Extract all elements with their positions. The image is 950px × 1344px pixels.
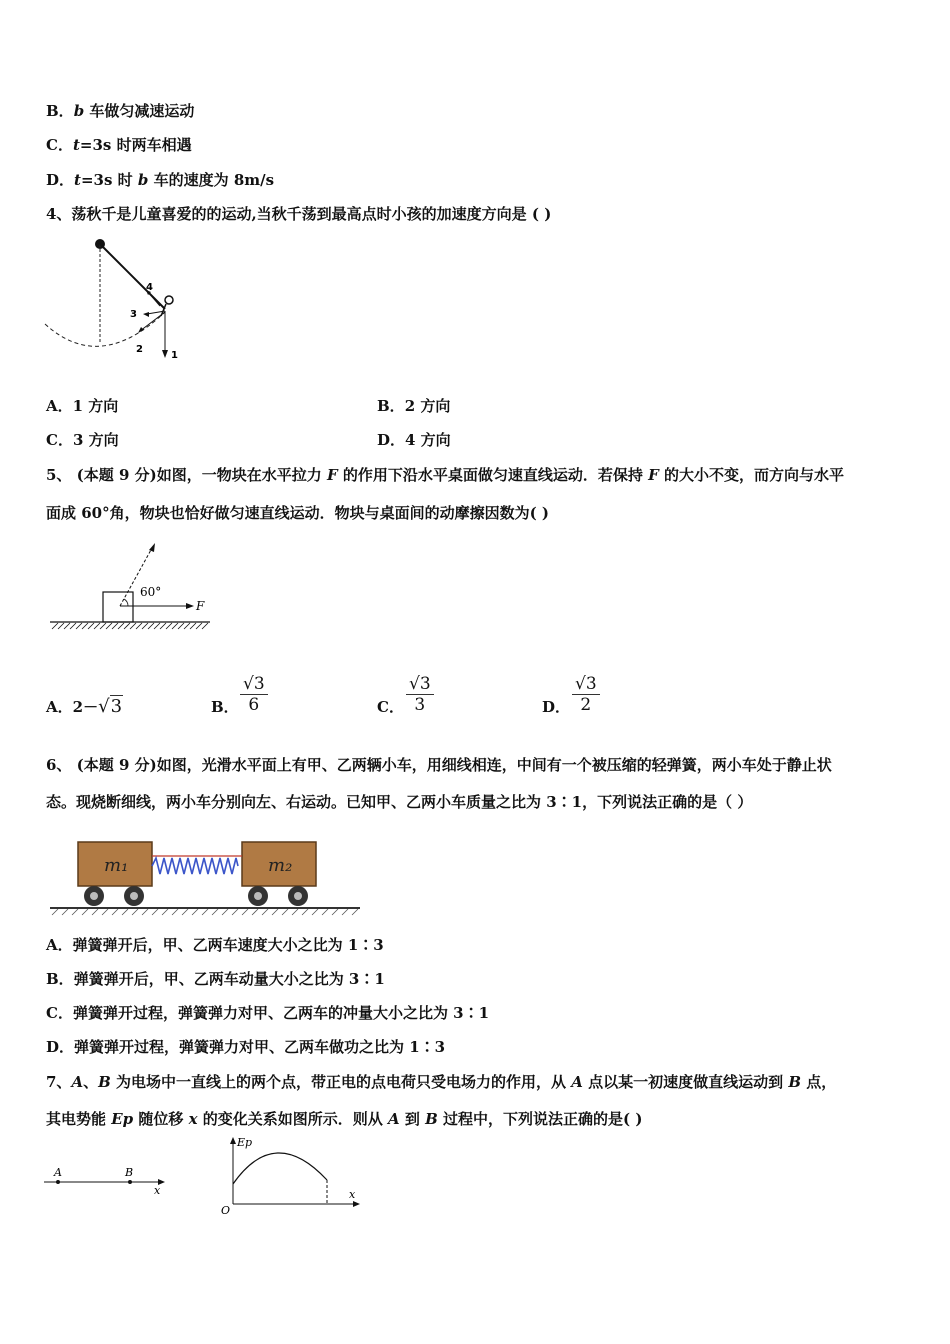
q5-option-b-fraction: $\frac{√3}{6}$ [240,674,268,715]
q6-option-a: A．弹簧弹开后，甲、乙两车速度大小之比为 1∶3 [46,936,384,954]
q4-option-d: D．4 方向 [377,431,451,449]
q4-option-b: B．2 方向 [377,397,451,415]
force-label: F [196,599,205,613]
q4-option-c: C．3 方向 [46,431,119,449]
q6-stem-line2: 态。现烧断细线，两小车分别向左、右运动。已知甲、乙两小车质量之比为 3∶1，下列说法正确的是（ ） [46,793,753,811]
q6-option-c: C．弹簧弹开过程，弹簧弹力对甲、乙两车的冲量大小之比为 3∶1 [46,1004,490,1022]
x-axis-label-left: x [154,1184,161,1197]
q4-stem: 4、荡秋千是儿童喜爱的的运动,当秋千荡到最高点时小孩的加速度方向是 ( ) [46,205,552,223]
q6-option-d: D．弹簧弹开过程，弹簧弹力对甲、乙两车做功之比为 1∶3 [46,1038,446,1056]
carts-spring-figure [46,834,366,922]
swing-label-2: 2 [136,344,143,355]
sqrt-expression: √3 [98,696,123,717]
block-force-figure [48,540,218,635]
q3-option-d: D．t=3s 时 b 车的速度为 8m/s [46,171,275,189]
cart2-label: m₂ [268,855,293,876]
q6-option-b: B．弹簧弹开后，甲、乙两车动量大小之比为 3∶1 [46,970,385,988]
q3-option-c: C．t=3s 时两车相遇 [46,136,192,154]
q5-option-a: A．2－√3 [46,696,123,717]
q5-option-c-fraction: $\frac{√3}{3}$ [406,674,434,715]
q5-option-b-letter: B． [211,698,239,716]
point-a-label: A [54,1166,62,1179]
q5-option-d-letter: D． [542,698,571,716]
q3-option-b: B．b 车做匀减速运动 [46,102,195,120]
swing-figure [40,234,200,366]
q7-stem-line2: 其电势能 Ep 随位移 x 的变化关系如图所示．则从 A 到 B 过程中，下列说法正确的是( ) [46,1110,643,1128]
q7-stem-line1: 7、A、B 为电场中一直线上的两个点，带正电的点电荷只受电场力的作用，从 A 点以某一初速度做直线运动到 B 点， [46,1073,837,1091]
swing-label-4: 4 [146,282,153,293]
x-axis-label-right: x [349,1188,356,1201]
cart1-label: m₁ [104,855,129,876]
swing-label-3: 3 [130,309,137,320]
q5-option-c-letter: C． [377,698,404,716]
ab-line-figure [40,1160,170,1200]
ep-axis-label: Ep [237,1136,253,1149]
swing-label-1: 1 [171,350,178,361]
q4-option-a: A．1 方向 [46,397,119,415]
q5-stem-line1: 5、 (本题 9 分)如图，一物块在水平拉力 F 的作用下沿水平桌面做匀速直线运动．若保持 F 的大小不变，而方向与水平 [46,466,844,484]
point-b-label: B [125,1166,134,1179]
q5-stem-line2: 面成 60°角，物块也恰好做匀速直线运动．物块与桌面间的动摩擦因数为( ) [46,504,550,522]
origin-label: O [221,1204,231,1217]
q6-stem-line1: 6、 (本题 9 分)如图，光滑水平面上有甲、乙两辆小车，用细线相连，中间有一个被压缩的轻弹簧，两小车处于静止状 [46,756,832,774]
ep-graph-figure [215,1134,365,1218]
angle-label: 60° [140,585,162,599]
q5-option-d-fraction: $\frac{√3}{2}$ [572,674,600,715]
